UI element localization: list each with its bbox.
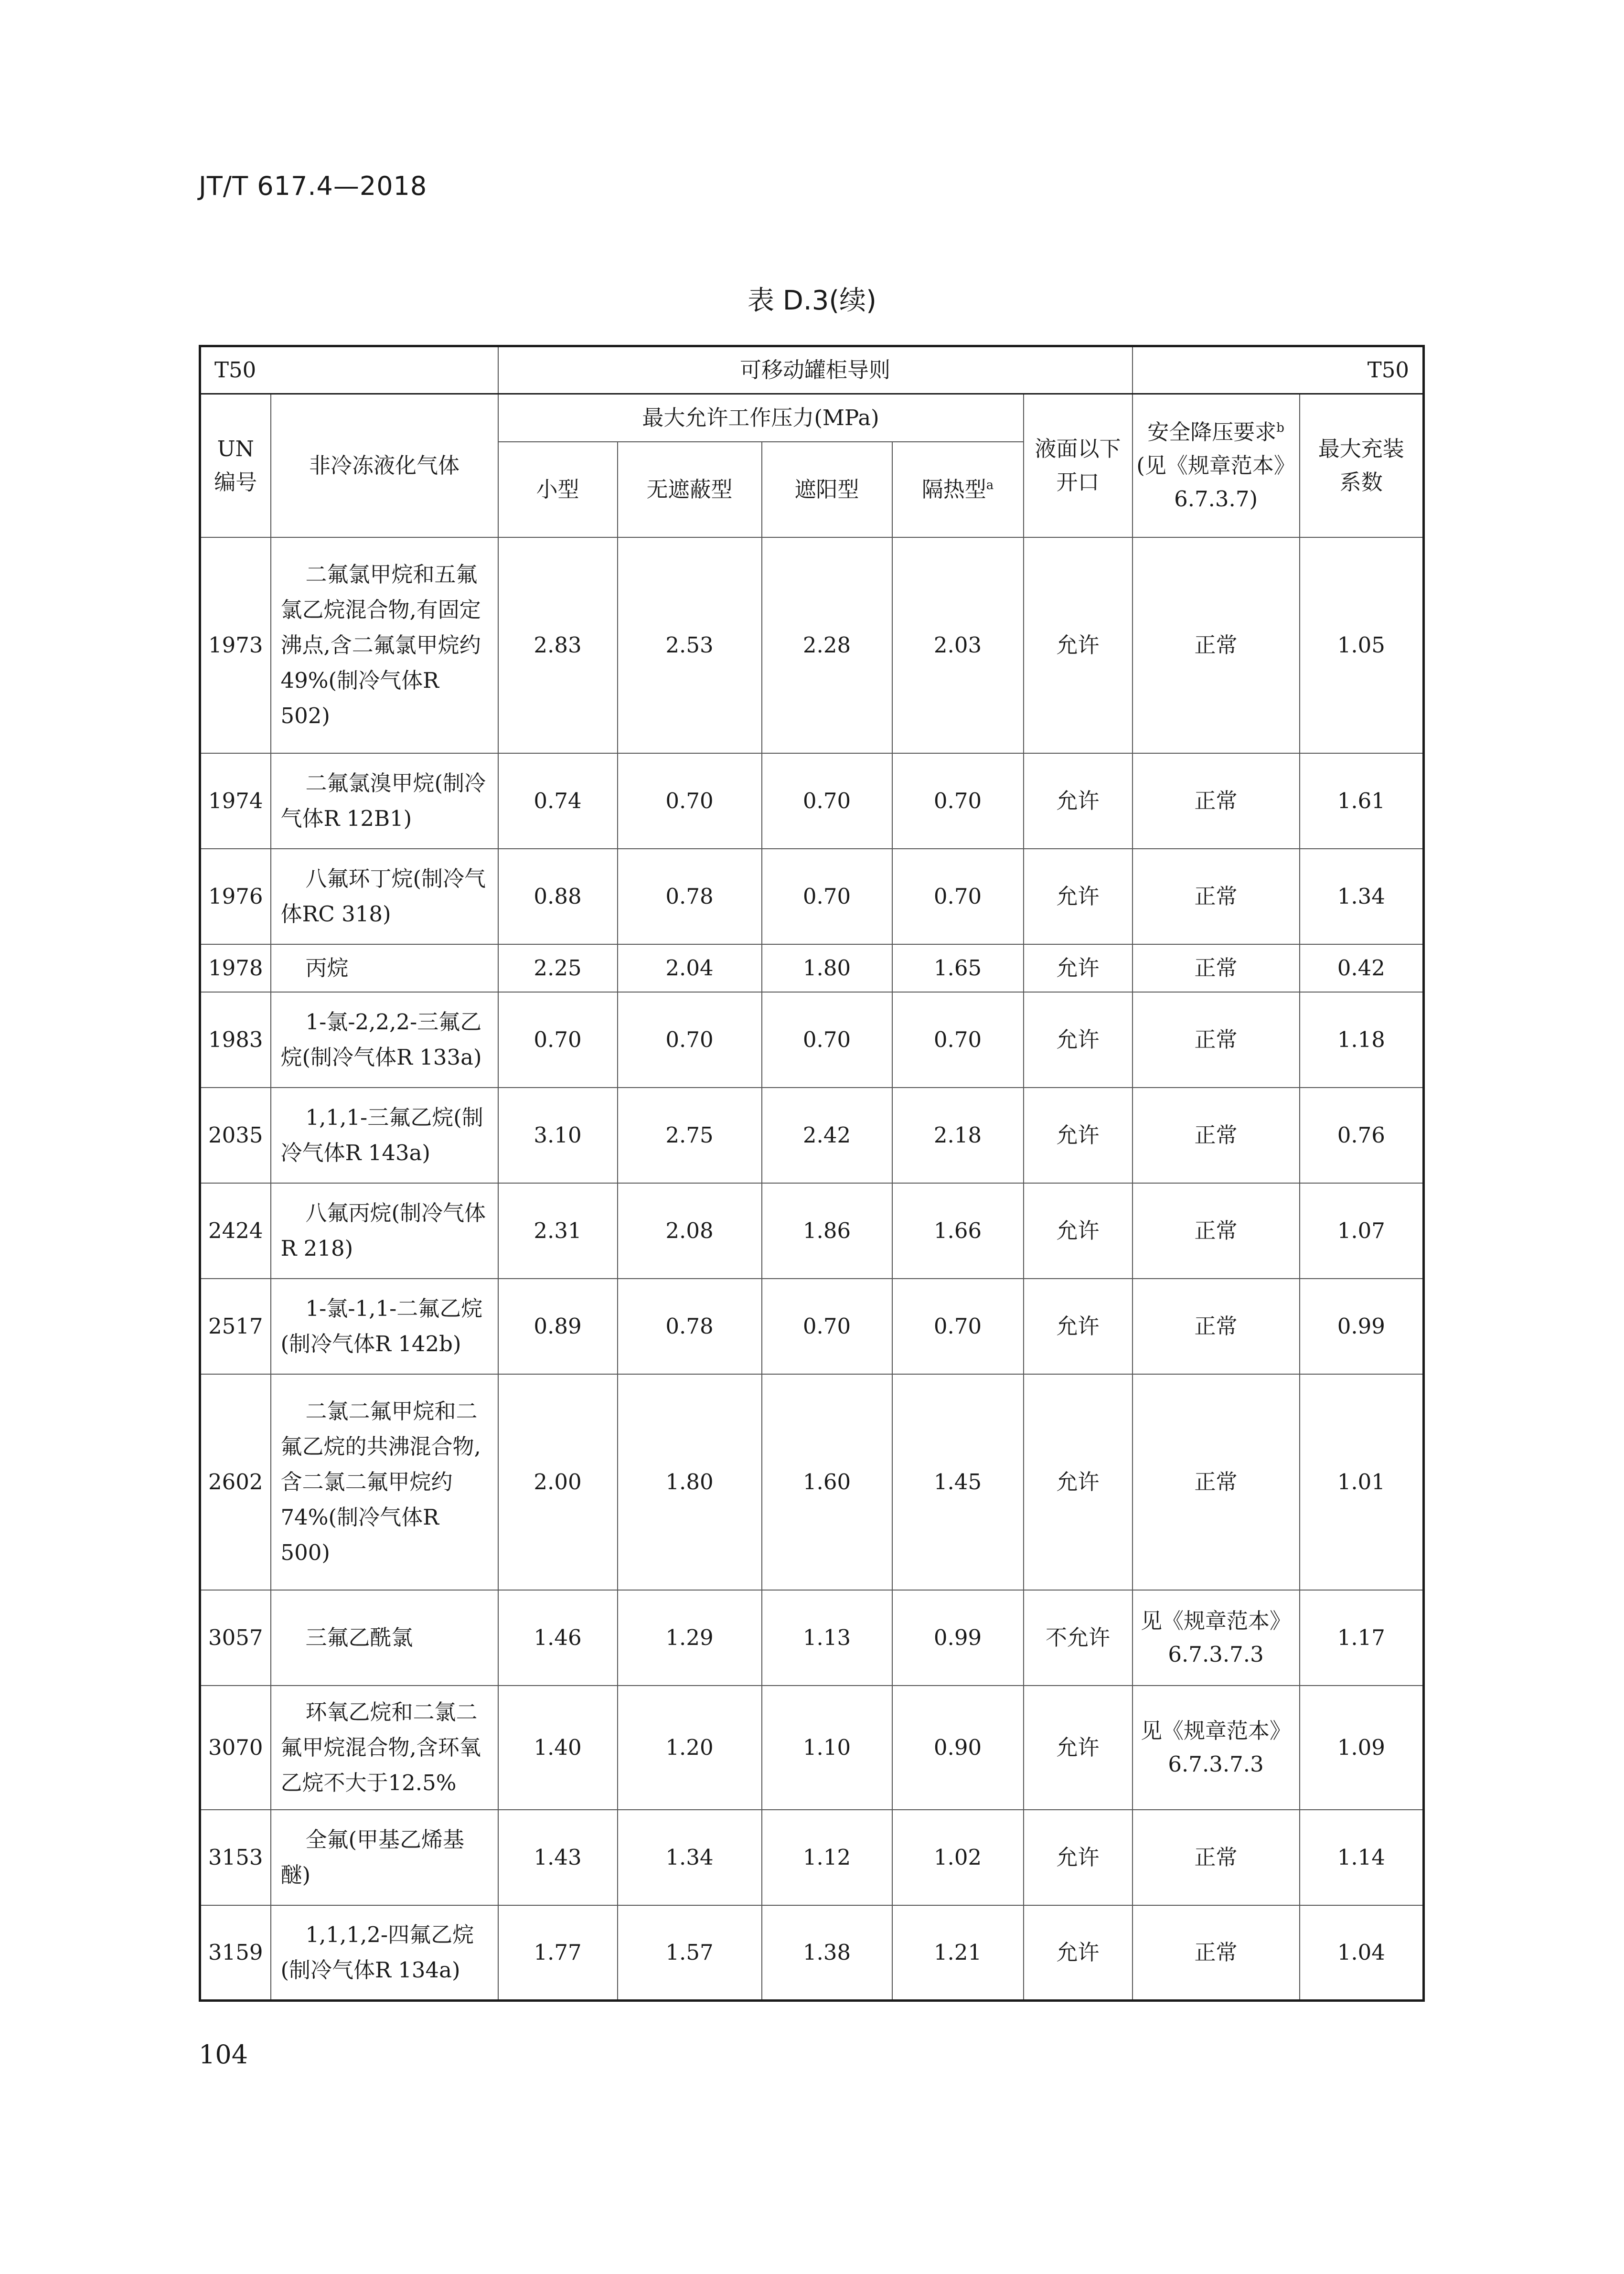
cell-small: 0.88 [498,849,618,944]
cell-insulated: 2.03 [892,537,1024,753]
table-row [200,1279,1424,1374]
cell-opening: 允许 [1024,1279,1133,1374]
header-sunshade: 遮阳型 [762,442,892,537]
cell-small: 2.00 [498,1374,618,1590]
cell-gas: 1,1,1,2-四氟乙烷(制冷气体R 134a) [271,1905,498,2001]
cell-insulated: 0.90 [892,1686,1024,1810]
cell-sunshade: 2.28 [762,537,892,753]
cell-small: 0.70 [498,992,618,1088]
cell-sunshade: 0.70 [762,753,892,849]
table-row [200,1810,1424,1905]
cell-un: 2035 [200,1088,271,1183]
cell-insulated: 0.70 [892,849,1024,944]
cell-fill: 1.05 [1300,537,1424,753]
cell-relief: 见《规章范本》 6.7.3.7.3 [1133,1686,1300,1810]
cell-gas: 二氟氯甲烷和五氟氯乙烷混合物,有固定沸点,含二氟氯甲烷约49%(制冷气体R 502) [271,537,498,753]
cell-relief: 见《规章范本》 6.7.3.7.3 [1133,1590,1300,1686]
cell-small: 1.40 [498,1686,618,1810]
cell-un: 3070 [200,1686,271,1810]
cell-un: 1978 [200,944,271,992]
cell-opening: 允许 [1024,1088,1133,1183]
cell-gas: 全氟(甲基乙烯基醚) [271,1810,498,1905]
cell-opening: 允许 [1024,537,1133,753]
table-body [200,537,1424,2001]
cell-un: 2517 [200,1279,271,1374]
cell-insulated: 0.70 [892,753,1024,849]
cell-sunshade: 1.12 [762,1810,892,1905]
cell-un: 3057 [200,1590,271,1686]
cell-insulated: 0.99 [892,1590,1024,1686]
cell-un: 1976 [200,849,271,944]
cell-un: 1983 [200,992,271,1088]
cell-gas: 八氟丙烷(制冷气体R 218) [271,1183,498,1279]
top-right-code: T50 [1133,346,1424,394]
cell-gas: 二氟氯溴甲烷(制冷气体R 12B1) [271,753,498,849]
cell-opening: 允许 [1024,849,1133,944]
cell-fill: 0.76 [1300,1088,1424,1183]
cell-unshaded: 2.53 [618,537,762,753]
cell-relief: 正常 [1133,1279,1300,1374]
cell-sunshade: 0.70 [762,992,892,1088]
cell-unshaded: 0.78 [618,1279,762,1374]
cell-insulated: 1.45 [892,1374,1024,1590]
cell-fill: 0.42 [1300,944,1424,992]
cell-gas: 1-氯-1,1-二氟乙烷(制冷气体R 142b) [271,1279,498,1374]
cell-opening: 允许 [1024,1810,1133,1905]
cell-small: 0.89 [498,1279,618,1374]
cell-relief: 正常 [1133,849,1300,944]
cell-sunshade: 1.38 [762,1905,892,2001]
cell-relief: 正常 [1133,1810,1300,1905]
header-gas: 非冷冻液化气体 [271,394,498,537]
cell-fill: 0.99 [1300,1279,1424,1374]
cell-gas: 1-氯-2,2,2-三氟乙烷(制冷气体R 133a) [271,992,498,1088]
cell-sunshade: 0.70 [762,849,892,944]
cell-relief: 正常 [1133,1905,1300,2001]
cell-un: 2602 [200,1374,271,1590]
cell-sunshade: 1.10 [762,1686,892,1810]
cell-sunshade: 1.13 [762,1590,892,1686]
cell-insulated: 1.65 [892,944,1024,992]
gas-tank-table [199,345,1425,2002]
cell-small: 3.10 [498,1088,618,1183]
header-opening: 液面以下 开口 [1024,394,1133,537]
table-row [200,1088,1424,1183]
cell-gas: 丙烷 [271,944,498,992]
page-number: 104 [199,2039,248,2070]
cell-gas: 1,1,1-三氟乙烷(制冷气体R 143a) [271,1088,498,1183]
cell-relief: 正常 [1133,1183,1300,1279]
cell-small: 2.31 [498,1183,618,1279]
cell-unshaded: 1.34 [618,1810,762,1905]
cell-gas: 三氟乙酰氯 [271,1590,498,1686]
cell-small: 0.74 [498,753,618,849]
table-row [200,1183,1424,1279]
table-row [200,537,1424,753]
cell-un: 2424 [200,1183,271,1279]
document-code: JT/T 617.4—2018 [199,171,427,201]
cell-gas: 二氯二氟甲烷和二氟乙烷的共沸混合物,含二氯二氟甲烷约74%(制冷气体R 500) [271,1374,498,1590]
cell-opening: 允许 [1024,944,1133,992]
cell-relief: 正常 [1133,1374,1300,1590]
cell-sunshade: 1.80 [762,944,892,992]
top-center-title: 可移动罐柜导则 [498,346,1133,394]
cell-small: 1.46 [498,1590,618,1686]
cell-opening: 允许 [1024,1183,1133,1279]
cell-insulated: 0.70 [892,992,1024,1088]
cell-unshaded: 0.70 [618,992,762,1088]
table-row [200,944,1424,992]
cell-un: 1974 [200,753,271,849]
table-row [200,849,1424,944]
cell-insulated: 1.66 [892,1183,1024,1279]
cell-unshaded: 2.08 [618,1183,762,1279]
footnote-b: b [1276,420,1284,435]
table-title: 表 D.3(续) [747,285,877,316]
cell-small: 1.43 [498,1810,618,1905]
cell-insulated: 1.02 [892,1810,1024,1905]
header-insulated: 隔热型$^a$ [892,442,1024,537]
cell-unshaded: 2.75 [618,1088,762,1183]
cell-unshaded: 1.20 [618,1686,762,1810]
table-top-row [200,346,1424,394]
cell-unshaded: 1.57 [618,1905,762,2001]
cell-relief: 正常 [1133,992,1300,1088]
cell-fill: 1.14 [1300,1810,1424,1905]
header-pressure-group: 最大允许工作压力(MPa) [498,394,1024,442]
cell-relief: 正常 [1133,537,1300,753]
header-un: UN 编号 [200,394,271,537]
cell-relief: 正常 [1133,944,1300,992]
table-row [200,1590,1424,1686]
cell-opening: 允许 [1024,1374,1133,1590]
cell-fill: 1.01 [1300,1374,1424,1590]
cell-sunshade: 1.60 [762,1374,892,1590]
cell-sunshade: 0.70 [762,1279,892,1374]
cell-sunshade: 1.86 [762,1183,892,1279]
header-small: 小型 [498,442,618,537]
cell-fill: 1.18 [1300,992,1424,1088]
cell-opening: 允许 [1024,1905,1133,2001]
cell-fill: 1.09 [1300,1686,1424,1810]
table-row [200,753,1424,849]
cell-unshaded: 0.78 [618,849,762,944]
cell-insulated: 1.21 [892,1905,1024,2001]
cell-opening: 允许 [1024,992,1133,1088]
header-unshaded: 无遮蔽型 [618,442,762,537]
cell-opening: 不允许 [1024,1590,1133,1686]
table-row [200,1905,1424,2001]
cell-opening: 允许 [1024,1686,1133,1810]
cell-relief: 正常 [1133,753,1300,849]
cell-sunshade: 2.42 [762,1088,892,1183]
table-row [200,992,1424,1088]
cell-gas: 环氧乙烷和二氯二氟甲烷混合物,含环氧乙烷不大于12.5% [271,1686,498,1810]
header-relief: 安全降压要求$^b$ (见《规章范本》 6.7.3.7) [1133,394,1300,537]
cell-fill: 1.04 [1300,1905,1424,2001]
cell-fill: 1.17 [1300,1590,1424,1686]
cell-un: 1973 [200,537,271,753]
cell-small: 1.77 [498,1905,618,2001]
cell-fill: 1.07 [1300,1183,1424,1279]
cell-small: 2.83 [498,537,618,753]
cell-opening: 允许 [1024,753,1133,849]
cell-un: 3153 [200,1810,271,1905]
cell-insulated: 2.18 [892,1088,1024,1183]
cell-fill: 1.61 [1300,753,1424,849]
top-left-code: T50 [200,346,498,394]
cell-unshaded: 0.70 [618,753,762,849]
cell-gas: 八氟环丁烷(制冷气体RC 318) [271,849,498,944]
footnote-a: a [986,478,994,492]
header-fill: 最大充装 系数 [1300,394,1424,537]
cell-relief: 正常 [1133,1088,1300,1183]
cell-unshaded: 1.80 [618,1374,762,1590]
cell-un: 3159 [200,1905,271,2001]
cell-insulated: 0.70 [892,1279,1024,1374]
header-row-1 [200,394,1424,442]
cell-unshaded: 1.29 [618,1590,762,1686]
cell-small: 2.25 [498,944,618,992]
table-row [200,1686,1424,1810]
table-row [200,1374,1424,1590]
cell-unshaded: 2.04 [618,944,762,992]
cell-fill: 1.34 [1300,849,1424,944]
